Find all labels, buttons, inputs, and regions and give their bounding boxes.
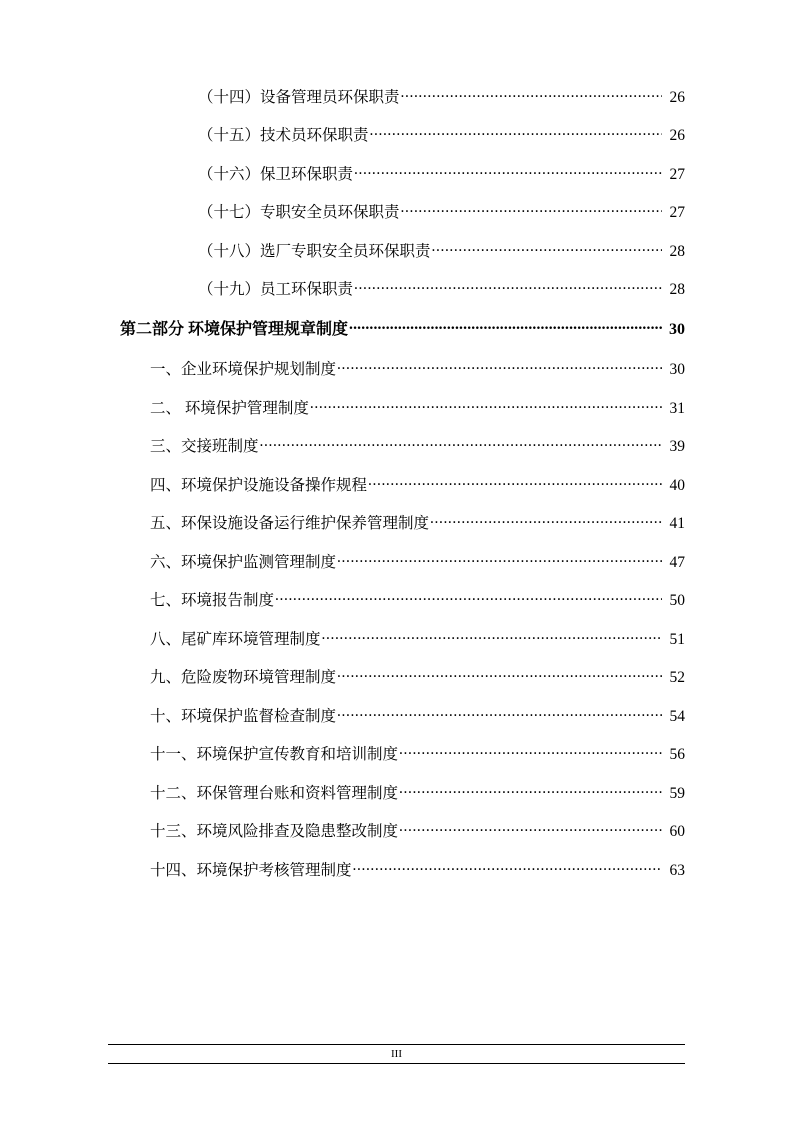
toc-entry-label: 六、环境保护监测管理制度 xyxy=(150,553,337,571)
toc-entry-label: （十九）员工环保职责 xyxy=(198,281,354,298)
toc-leader-dots xyxy=(430,513,662,529)
toc-entry-page: 28 xyxy=(669,281,685,298)
toc-entry-page: 30 xyxy=(669,361,685,378)
toc-leader-dots xyxy=(337,667,662,683)
toc-entry-label: 十一、环境保护宣传教育和培训制度 xyxy=(150,746,399,763)
toc-entry-label: 十二、环保管理台账和资料管理制度 xyxy=(150,784,399,802)
toc-leader-dots xyxy=(354,163,662,179)
toc-entry[interactable] xyxy=(108,163,685,182)
toc-entry-page: 63 xyxy=(669,861,685,879)
toc-leader-dots xyxy=(432,240,662,256)
toc-entry-label: 九、危险废物环境管理制度 xyxy=(150,669,337,686)
toc-entry[interactable] xyxy=(108,359,685,378)
toc-leader-dots xyxy=(401,86,662,102)
toc-leader-dots xyxy=(337,359,662,375)
toc-leader-dots xyxy=(260,436,662,452)
toc-entry[interactable] xyxy=(108,859,685,878)
toc-entry-label: （十六）保卫环保职责 xyxy=(198,165,354,183)
toc-entry-label: 三、交接班制度 xyxy=(150,438,259,455)
toc-entry-label: 第二部分 环境保护管理规章制度 xyxy=(120,320,349,338)
toc-entry-page: 27 xyxy=(669,165,685,183)
toc-entry[interactable] xyxy=(108,240,685,259)
toc-entry-page: 54 xyxy=(669,707,685,725)
toc-entry-label: （十七）专职安全员环保职责 xyxy=(198,204,400,221)
toc-leader-dots xyxy=(399,821,662,837)
toc-entry-label: 十、环境保护监督检查制度 xyxy=(150,707,337,725)
toc-entry-page: 28 xyxy=(669,242,685,260)
toc-entry-page: 47 xyxy=(669,553,685,571)
toc-leader-dots xyxy=(401,202,662,218)
toc-leader-dots xyxy=(337,705,662,721)
toc-leader-dots xyxy=(354,279,662,295)
toc-entry-label: 七、环境报告制度 xyxy=(150,592,275,609)
toc-leader-dots xyxy=(322,628,662,644)
toc-entry[interactable] xyxy=(108,513,685,532)
toc-leader-dots xyxy=(399,744,662,760)
toc-entry-label: （十八）选厂专职安全员环保职责 xyxy=(198,242,431,260)
toc-entry-page: 27 xyxy=(669,204,685,221)
toc-leader-dots xyxy=(368,474,662,490)
toc-entry[interactable] xyxy=(108,705,685,724)
toc-entry-page: 26 xyxy=(669,127,685,144)
table-of-contents xyxy=(108,86,685,878)
toc-entry-page: 31 xyxy=(669,399,685,417)
toc-entry[interactable] xyxy=(108,86,685,105)
toc-entry-label: 二、 环境保护管理制度 xyxy=(150,399,309,417)
toc-entry[interactable] xyxy=(108,436,685,455)
toc-entry[interactable] xyxy=(108,279,685,298)
toc-entry[interactable] xyxy=(108,474,685,493)
toc-entry-label: （十四）设备管理员环保职责 xyxy=(198,88,400,106)
toc-entry-page: 41 xyxy=(669,515,685,532)
toc-entry-page: 60 xyxy=(669,823,685,840)
toc-leader-dots xyxy=(349,318,662,334)
toc-entry-page: 52 xyxy=(669,669,685,686)
toc-entry-page: 51 xyxy=(669,630,685,648)
toc-entry-page: 50 xyxy=(669,592,685,609)
toc-entry-page: 26 xyxy=(669,88,685,106)
toc-leader-dots xyxy=(353,859,662,875)
page-number: III xyxy=(391,1048,402,1060)
toc-leader-dots xyxy=(399,782,662,798)
toc-entry[interactable] xyxy=(108,590,685,609)
toc-entry[interactable] xyxy=(108,744,685,763)
toc-entry-page: 30 xyxy=(669,320,685,338)
toc-leader-dots xyxy=(370,125,662,141)
footer-rule-bottom xyxy=(108,1063,685,1064)
toc-entry[interactable] xyxy=(108,125,685,144)
toc-leader-dots xyxy=(310,397,662,413)
toc-entry-label: 八、尾矿库环境管理制度 xyxy=(150,630,321,648)
toc-entry[interactable] xyxy=(108,551,685,570)
toc-entry[interactable] xyxy=(108,667,685,686)
toc-entry[interactable] xyxy=(108,821,685,840)
page-footer xyxy=(108,1044,685,1064)
toc-entry-page: 39 xyxy=(669,438,685,455)
toc-leader-dots xyxy=(275,590,662,606)
toc-entry[interactable] xyxy=(108,397,685,416)
toc-leader-dots xyxy=(337,551,662,567)
toc-entry-label: 一、企业环境保护规划制度 xyxy=(150,361,337,378)
toc-entry[interactable] xyxy=(108,318,685,338)
toc-entry-page: 40 xyxy=(669,476,685,494)
toc-entry-page: 56 xyxy=(669,746,685,763)
toc-entry[interactable] xyxy=(108,628,685,647)
toc-entry-label: 十四、环境保护考核管理制度 xyxy=(150,861,352,879)
toc-entry-label: 五、环保设施设备运行维护保养管理制度 xyxy=(150,515,430,532)
toc-entry-page: 59 xyxy=(669,784,685,802)
toc-entry-label: 十三、环境风险排查及隐患整改制度 xyxy=(150,823,399,840)
toc-entry-label: 四、环境保护设施设备操作规程 xyxy=(150,476,368,494)
toc-entry[interactable] xyxy=(108,782,685,801)
toc-entry-label: （十五）技术员环保职责 xyxy=(198,127,369,144)
toc-entry[interactable] xyxy=(108,202,685,221)
